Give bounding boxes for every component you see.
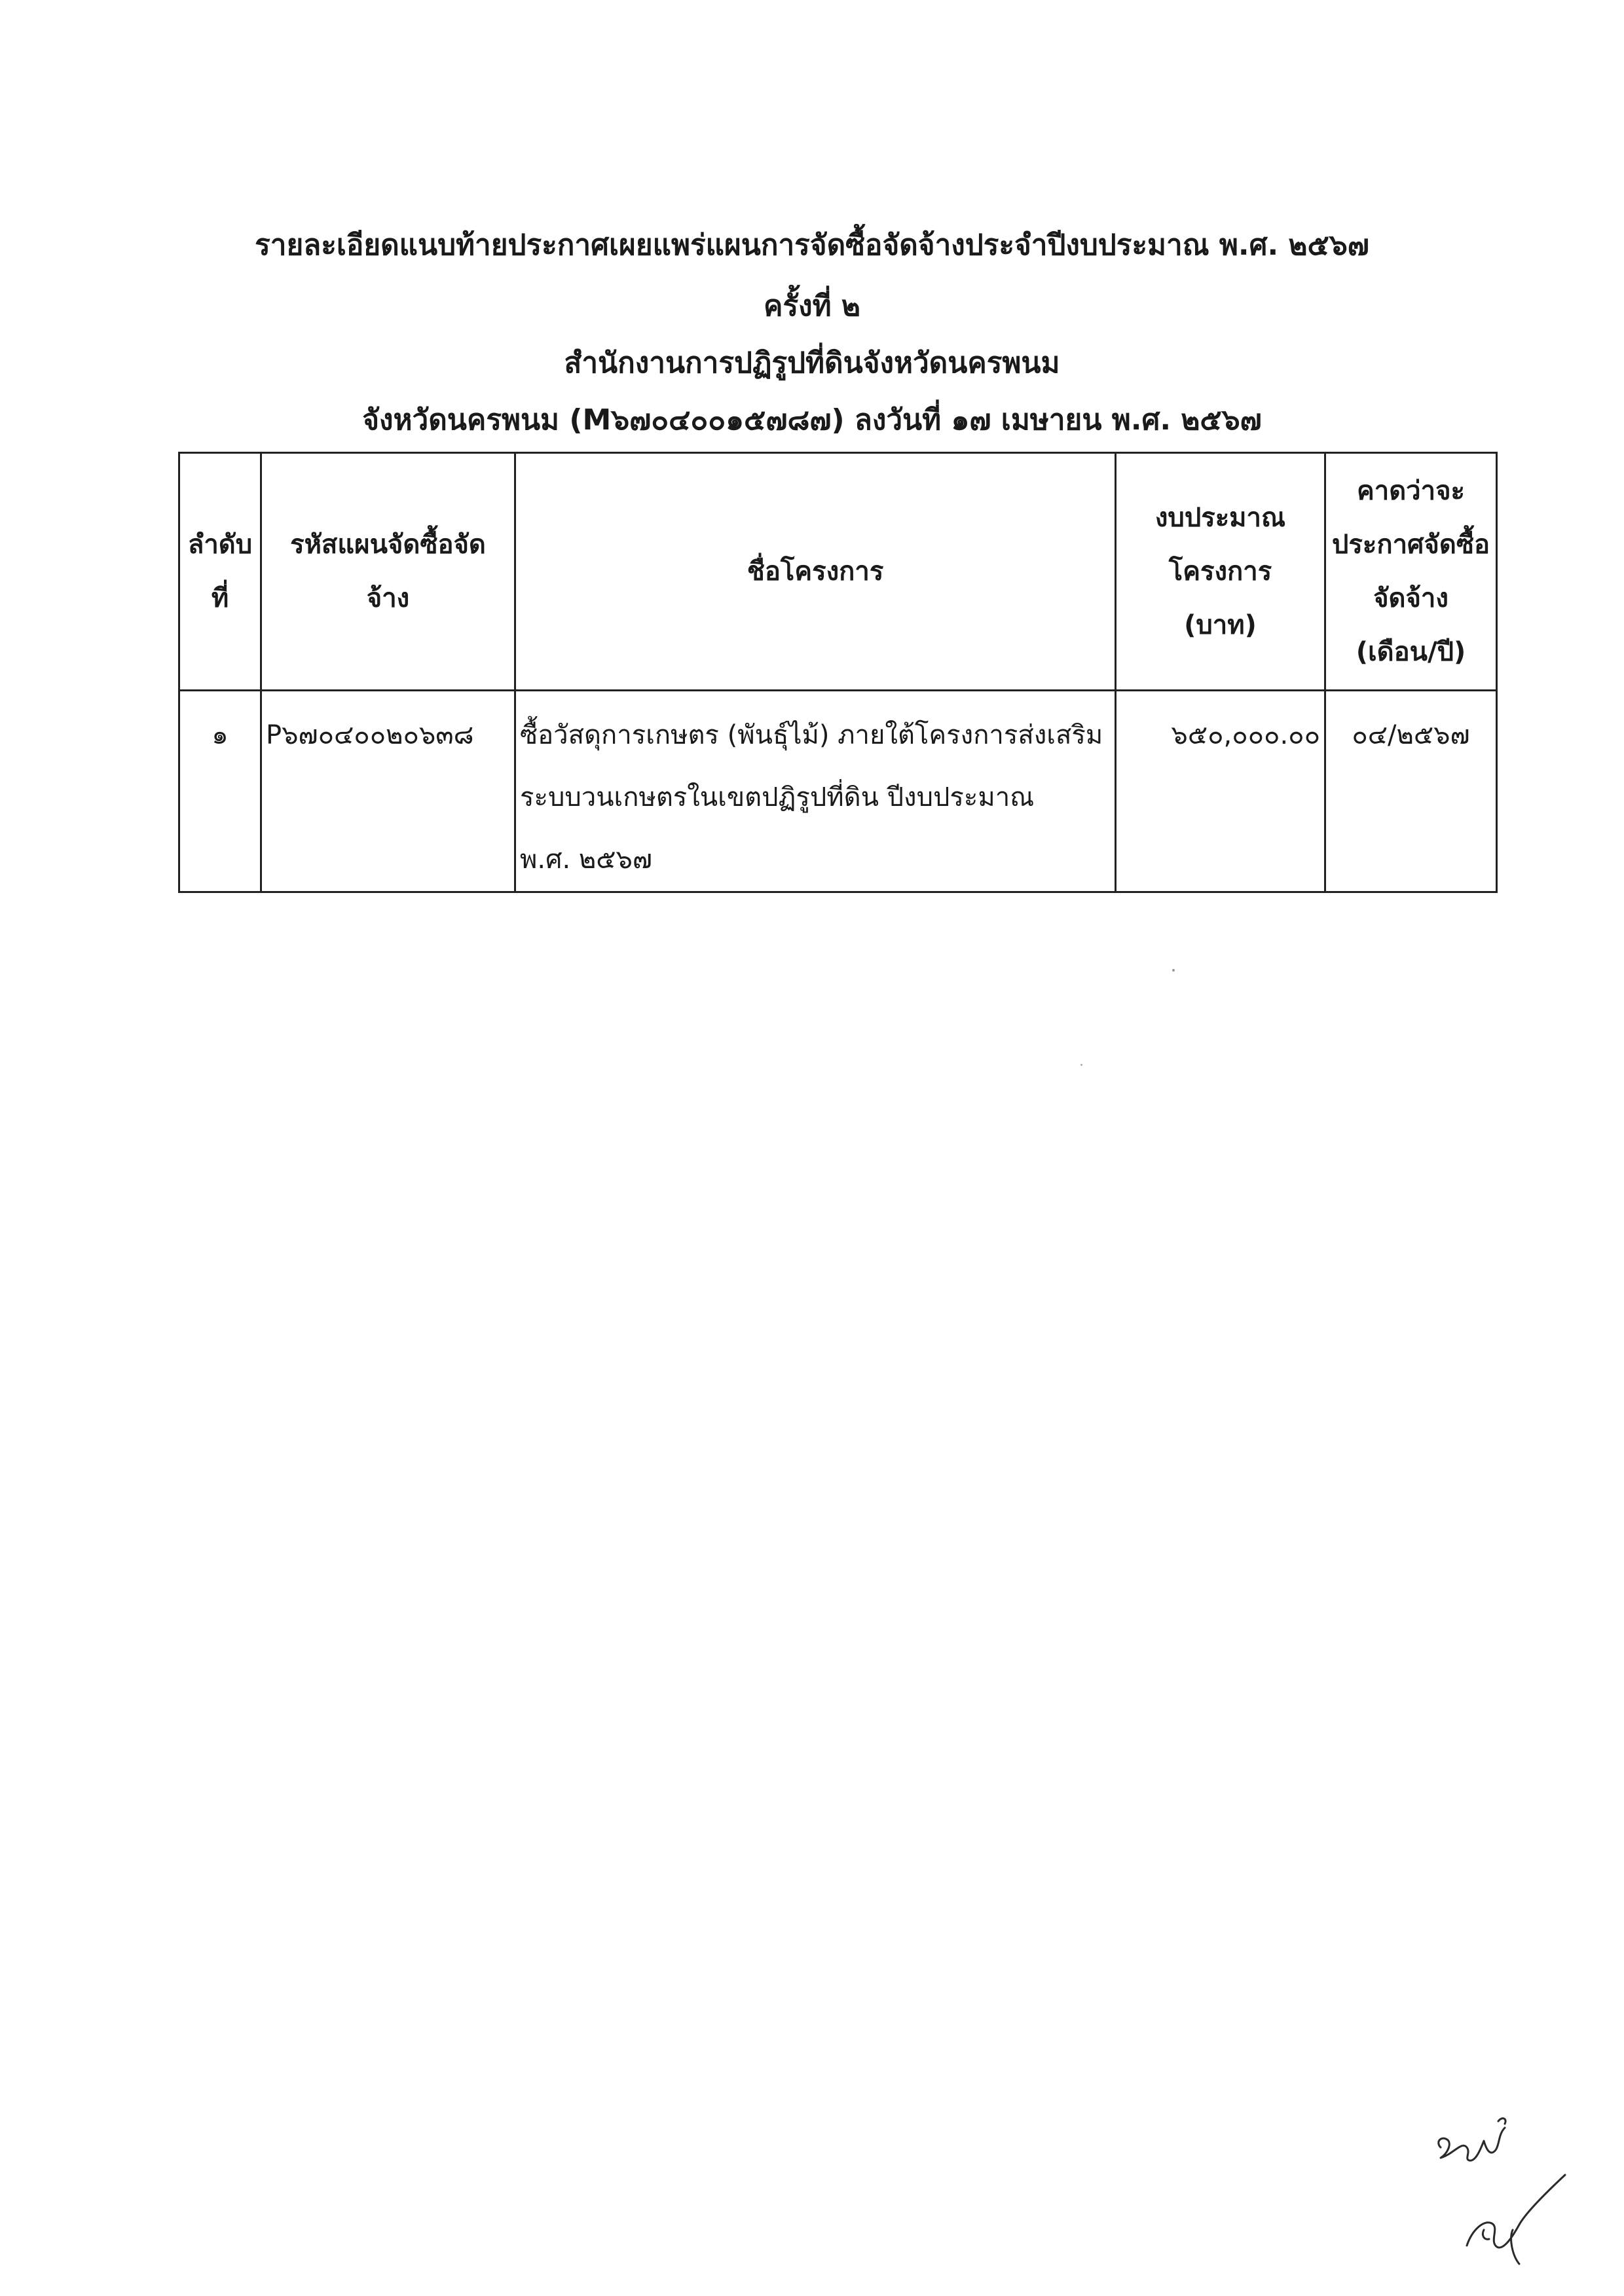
header-sequence xyxy=(179,453,261,691)
announcement-reference: จังหวัดนครพนม (M๖๗๐๔๐๐๑๕๗๘๗) ลงวันที่ ๑๗ เมษายน พ.ศ. ๒๕๖๗ xyxy=(362,403,1262,437)
scan-speck xyxy=(1172,969,1175,972)
announcement-title: รายละเอียดแนบท้ายประกาศเผยแพร่แผนการจัดซื้อจัดจ้างประจำปีงบประมาณ พ.ศ. ๒๕๖๗ xyxy=(255,228,1369,262)
header-budget-line1: งบประมาณ xyxy=(1154,503,1286,533)
header-plan-code xyxy=(261,453,515,691)
procurement-plan-table xyxy=(178,452,1498,893)
row-expected-month: ๐๔/๒๕๖๗ xyxy=(1325,691,1497,892)
header-sequence-line1: ลำดับ xyxy=(187,530,253,560)
row-project-name-line2: ระบบวนเกษตรในเขตปฏิรูปที่ดิน ปีงบประมาณ xyxy=(520,782,1035,812)
announcement-round: ครั้งที่ ๒ xyxy=(764,289,860,323)
row-project-name xyxy=(515,691,1116,892)
header-project-name xyxy=(515,453,1116,691)
header-budget-line2: โครงการ xyxy=(1168,556,1272,587)
header-budget-line3: (บาท) xyxy=(1184,610,1257,640)
row-project-name-line1: ซื้อวัสดุการเกษตร (พันธุ์ไม้) ภายใต้โครงการส่งเสริม xyxy=(520,720,1103,750)
header-project-name-text: ชื่อโครงการ xyxy=(747,556,884,587)
header-expected-month-line3: จัดจ้าง xyxy=(1373,583,1449,613)
row-project-name-line3: พ.ศ. ๒๕๖๗ xyxy=(520,845,653,875)
table-row xyxy=(179,691,1497,892)
header-plan-code-line2: จ้าง xyxy=(366,583,410,613)
header-expected-month-line1: คาดว่าจะ xyxy=(1356,476,1466,506)
handwritten-signature-icon xyxy=(1421,2102,1591,2272)
header-expected-month xyxy=(1325,453,1497,691)
row-plan-code: P๖๗๐๔๐๐๒๐๖๓๘ xyxy=(261,691,515,892)
header-sequence-line2: ที่ xyxy=(211,583,229,613)
header-budget xyxy=(1116,453,1325,691)
header-plan-code-line1: รหัสแผนจัดซื้อจัด xyxy=(290,530,486,560)
header-expected-month-line2: ประกาศจัดซื้อ xyxy=(1331,530,1490,560)
row-budget: ๖๕๐,๐๐๐.๐๐ xyxy=(1116,691,1325,892)
agency-name: สำนักงานการปฏิรูปที่ดินจังหวัดนครพนม xyxy=(564,346,1060,380)
scan-speck xyxy=(1080,1064,1082,1066)
table-header-row xyxy=(179,453,1497,691)
header-expected-month-line4: (เดือน/ปี) xyxy=(1356,637,1466,667)
row-sequence: ๑ xyxy=(179,691,261,892)
